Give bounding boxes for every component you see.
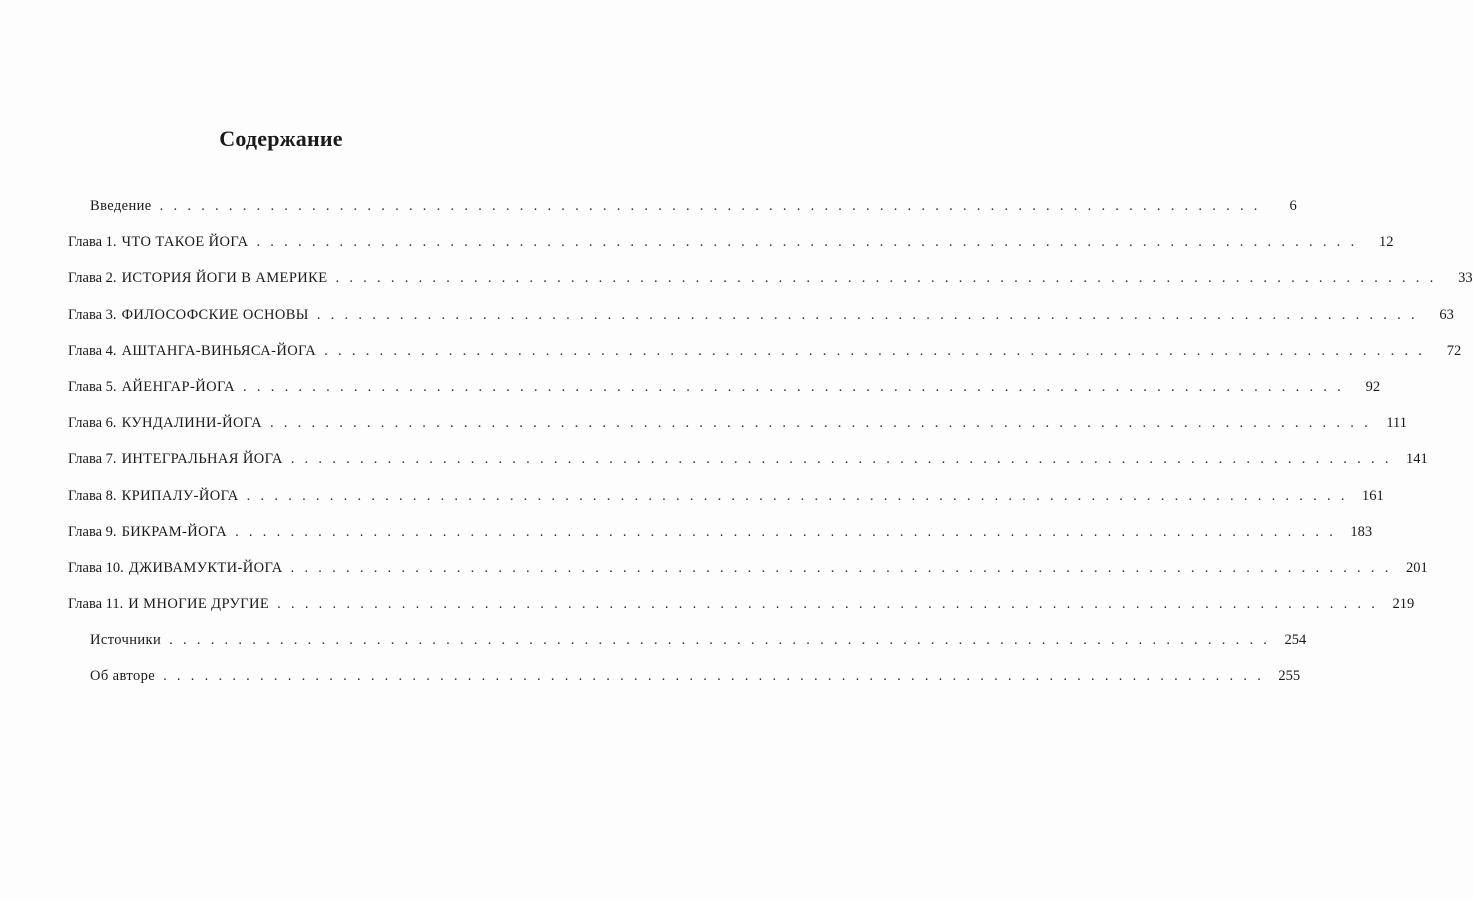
toc-entry-title: АШТАНГА-ВИНЬЯСА-ЙОГА [121,342,317,359]
toc-chapter-prefix: Глава 4. [68,342,117,359]
toc-chapter-prefix: Глава 3. [68,306,117,323]
toc-entry-introduction[interactable] [68,196,1297,232]
toc-dot-leader: . . . . . . . . . . . . . . . . . . . . . . . . . . . . . . . . . . . . . . . . . . . . . . . . . . . . . . . . . . . . . . . . . . . . . . . . . . . . . . . . [269,415,1372,432]
toc-page-number: 6 [1289,198,1297,214]
toc-entry-label [90,196,152,216]
toc-dot-leader: . . . . . . . . . . . . . . . . . . . . . . . . . . . . . . . . . . . . . . . . . . . . . . . . . . . . . . . . . . . . . . . . . . . . . . . . . . . . . . . . [235,523,1337,540]
toc-page-number: 63 [1439,306,1454,323]
toc-entry-chapter-8[interactable] [68,486,1384,522]
toc-page-number: 92 [1365,378,1381,395]
toc-dot-leader: . . . . . . . . . . . . . . . . . . . . . . . . . . . . . . . . . . . . . . . . . . . . . . . . . . . . . . . . . . . . . . . . . . . . . . . . . . . . . . . . [324,342,1426,359]
toc-entry-label [90,630,161,650]
toc-chapter-prefix: Глава 5. [68,378,117,395]
toc-entry-chapter-2[interactable] [68,268,1473,304]
toc-page-number: 219 [1392,596,1415,613]
toc-entry-title: ИНТЕГРАЛЬНАЯ ЙОГА [121,451,283,468]
toc-entry-title: КУНДАЛИНИ-ЙОГА [121,415,262,432]
toc-page-number: 161 [1362,487,1384,504]
toc-dot-leader: . . . . . . . . . . . . . . . . . . . . . . . . . . . . . . . . . . . . . . . . . . . . . . . . . . . . . . . . . . . . . . . . . . . . . . . . . . . . . . . . [169,632,1271,649]
toc-page-number: 111 [1386,415,1408,432]
toc-entry-sources[interactable] [68,630,1307,666]
toc-entry-label [68,268,327,288]
toc-chapter-prefix: Глава 2. [68,270,117,287]
table-of-contents [68,196,1473,703]
toc-entry-label [68,232,248,252]
toc-entry-title: АЙЕНГАР-ЙОГА [121,378,236,395]
toc-entry-chapter-7[interactable] [68,449,1428,485]
toc-dot-leader: . . . . . . . . . . . . . . . . . . . . . . . . . . . . . . . . . . . . . . . . . . . . . . . . . . . . . . . . . . . . . . . . . . . . . . . . . . . . . . . . [163,668,1265,685]
toc-dot-leader: . . . . . . . . . . . . . . . . . . . . . . . . . . . . . . . . . . . . . . . . . . . . . . . . . . . . . . . . . . . . . . . . . . . . . . . . . . . . . . . . [290,559,1392,576]
toc-entry-title: ФИЛОСОФСКИЕ ОСНОВЫ [121,306,309,323]
toc-dot-leader: . . . . . . . . . . . . . . . . . . . . . . . . . . . . . . . . . . . . . . . . . . . . . . . . . . . . . . . . . . . . . . . . . . . . . . . . . . . . . . . . [316,306,1418,323]
toc-chapter-prefix: Глава 11. [68,596,124,613]
toc-page-number: 141 [1406,451,1428,468]
toc-entry-chapter-3[interactable] [68,305,1454,341]
toc-entry-label [90,666,155,686]
toc-entry-label [68,413,262,433]
toc-chapter-prefix: Глава 7. [68,451,117,468]
toc-entry-label [68,486,239,506]
toc-entry-title: Об авторе [90,668,156,685]
toc-dot-leader: . . . . . . . . . . . . . . . . . . . . . . . . . . . . . . . . . . . . . . . . . . . . . . . . . . . . . . . . . . . . . . . . . . . . . . . . . . . . . . . . [256,234,1358,251]
toc-page-number: 255 [1278,668,1301,685]
toc-dot-leader: . . . . . . . . . . . . . . . . . . . . . . . . . . . . . . . . . . . . . . . . . . . . . . . . . . . . . . . . . . . . . . . . . . . . . . . . . . . . . . . . [246,487,1348,504]
toc-entry-label [68,341,316,361]
toc-entry-title: БИКРАМ-ЙОГА [121,523,228,540]
toc-chapter-prefix: Глава 6. [68,415,117,432]
toc-entry-chapter-10[interactable] [68,558,1428,594]
toc-entry-chapter-5[interactable] [68,377,1381,413]
toc-dot-leader: . . . . . . . . . . . . . . . . . . . . . . . . . . . . . . . . . . . . . . . . . . . . . . . . . . . . . . . . . . . . . . . . . . . . . . . . . . . . . . . . [243,378,1345,395]
toc-page-number: 183 [1350,523,1373,540]
toc-entry-label [68,305,309,325]
toc-chapter-prefix: Глава 10. [68,559,124,576]
toc-chapter-prefix: Глава 9. [68,523,117,540]
toc-entry-chapter-11[interactable] [68,594,1415,630]
page-title: Содержание [219,126,343,151]
toc-page-number: 12 [1379,234,1394,251]
toc-entry-title: И МНОГИЕ ДРУГИЕ [128,596,270,613]
toc-entry-label [68,558,283,578]
toc-page-number: 254 [1284,632,1307,649]
toc-entry-chapter-9[interactable] [68,522,1373,558]
toc-entry-label [68,377,235,397]
toc-entry-chapter-1[interactable] [68,232,1394,268]
toc-dot-leader: . . . . . . . . . . . . . . . . . . . . . . . . . . . . . . . . . . . . . . . . . . . . . . . . . . . . . . . . . . . . . . . . . . . . . . . . . . . . . . . . [277,596,1379,613]
toc-entry-chapter-6[interactable] [68,413,1408,449]
toc-entry-title: ИСТОРИЯ ЙОГИ В АМЕРИКЕ [121,270,328,287]
toc-entry-title: Введение [90,198,152,214]
toc-page-number: 201 [1405,559,1428,576]
toc-entry-title: ДЖИВАМУКТИ-ЙОГА [128,559,283,576]
toc-entry-title: КРИПАЛУ-ЙОГА [121,487,239,504]
toc-entry-label [68,449,283,469]
toc-page-number: 72 [1446,342,1462,359]
toc-dot-leader: . . . . . . . . . . . . . . . . . . . . . . . . . . . . . . . . . . . . . . . . . . . . . . . . . . . . . . . . . . . . . . . . . . . . . . . . . . . . . . . . [159,198,1261,214]
toc-entry-label [68,594,269,614]
toc-chapter-prefix: Глава 8. [68,487,117,504]
toc-entry-label [68,522,227,542]
toc-dot-leader: . . . . . . . . . . . . . . . . . . . . . . . . . . . . . . . . . . . . . . . . . . . . . . . . . . . . . . . . . . . . . . . . . . . . . . . . . . . . . . . . [335,270,1437,287]
toc-entry-chapter-4[interactable] [68,341,1462,377]
toc-entry-about-author[interactable] [68,666,1301,702]
toc-dot-leader: . . . . . . . . . . . . . . . . . . . . . . . . . . . . . . . . . . . . . . . . . . . . . . . . . . . . . . . . . . . . . . . . . . . . . . . . . . . . . . . . [290,451,1392,468]
toc-page-number: 33 [1458,270,1473,287]
toc-entry-title: Источники [90,632,162,649]
toc-entry-title: ЧТО ТАКОЕ ЙОГА [121,234,249,251]
toc-chapter-prefix: Глава 1. [68,234,117,251]
